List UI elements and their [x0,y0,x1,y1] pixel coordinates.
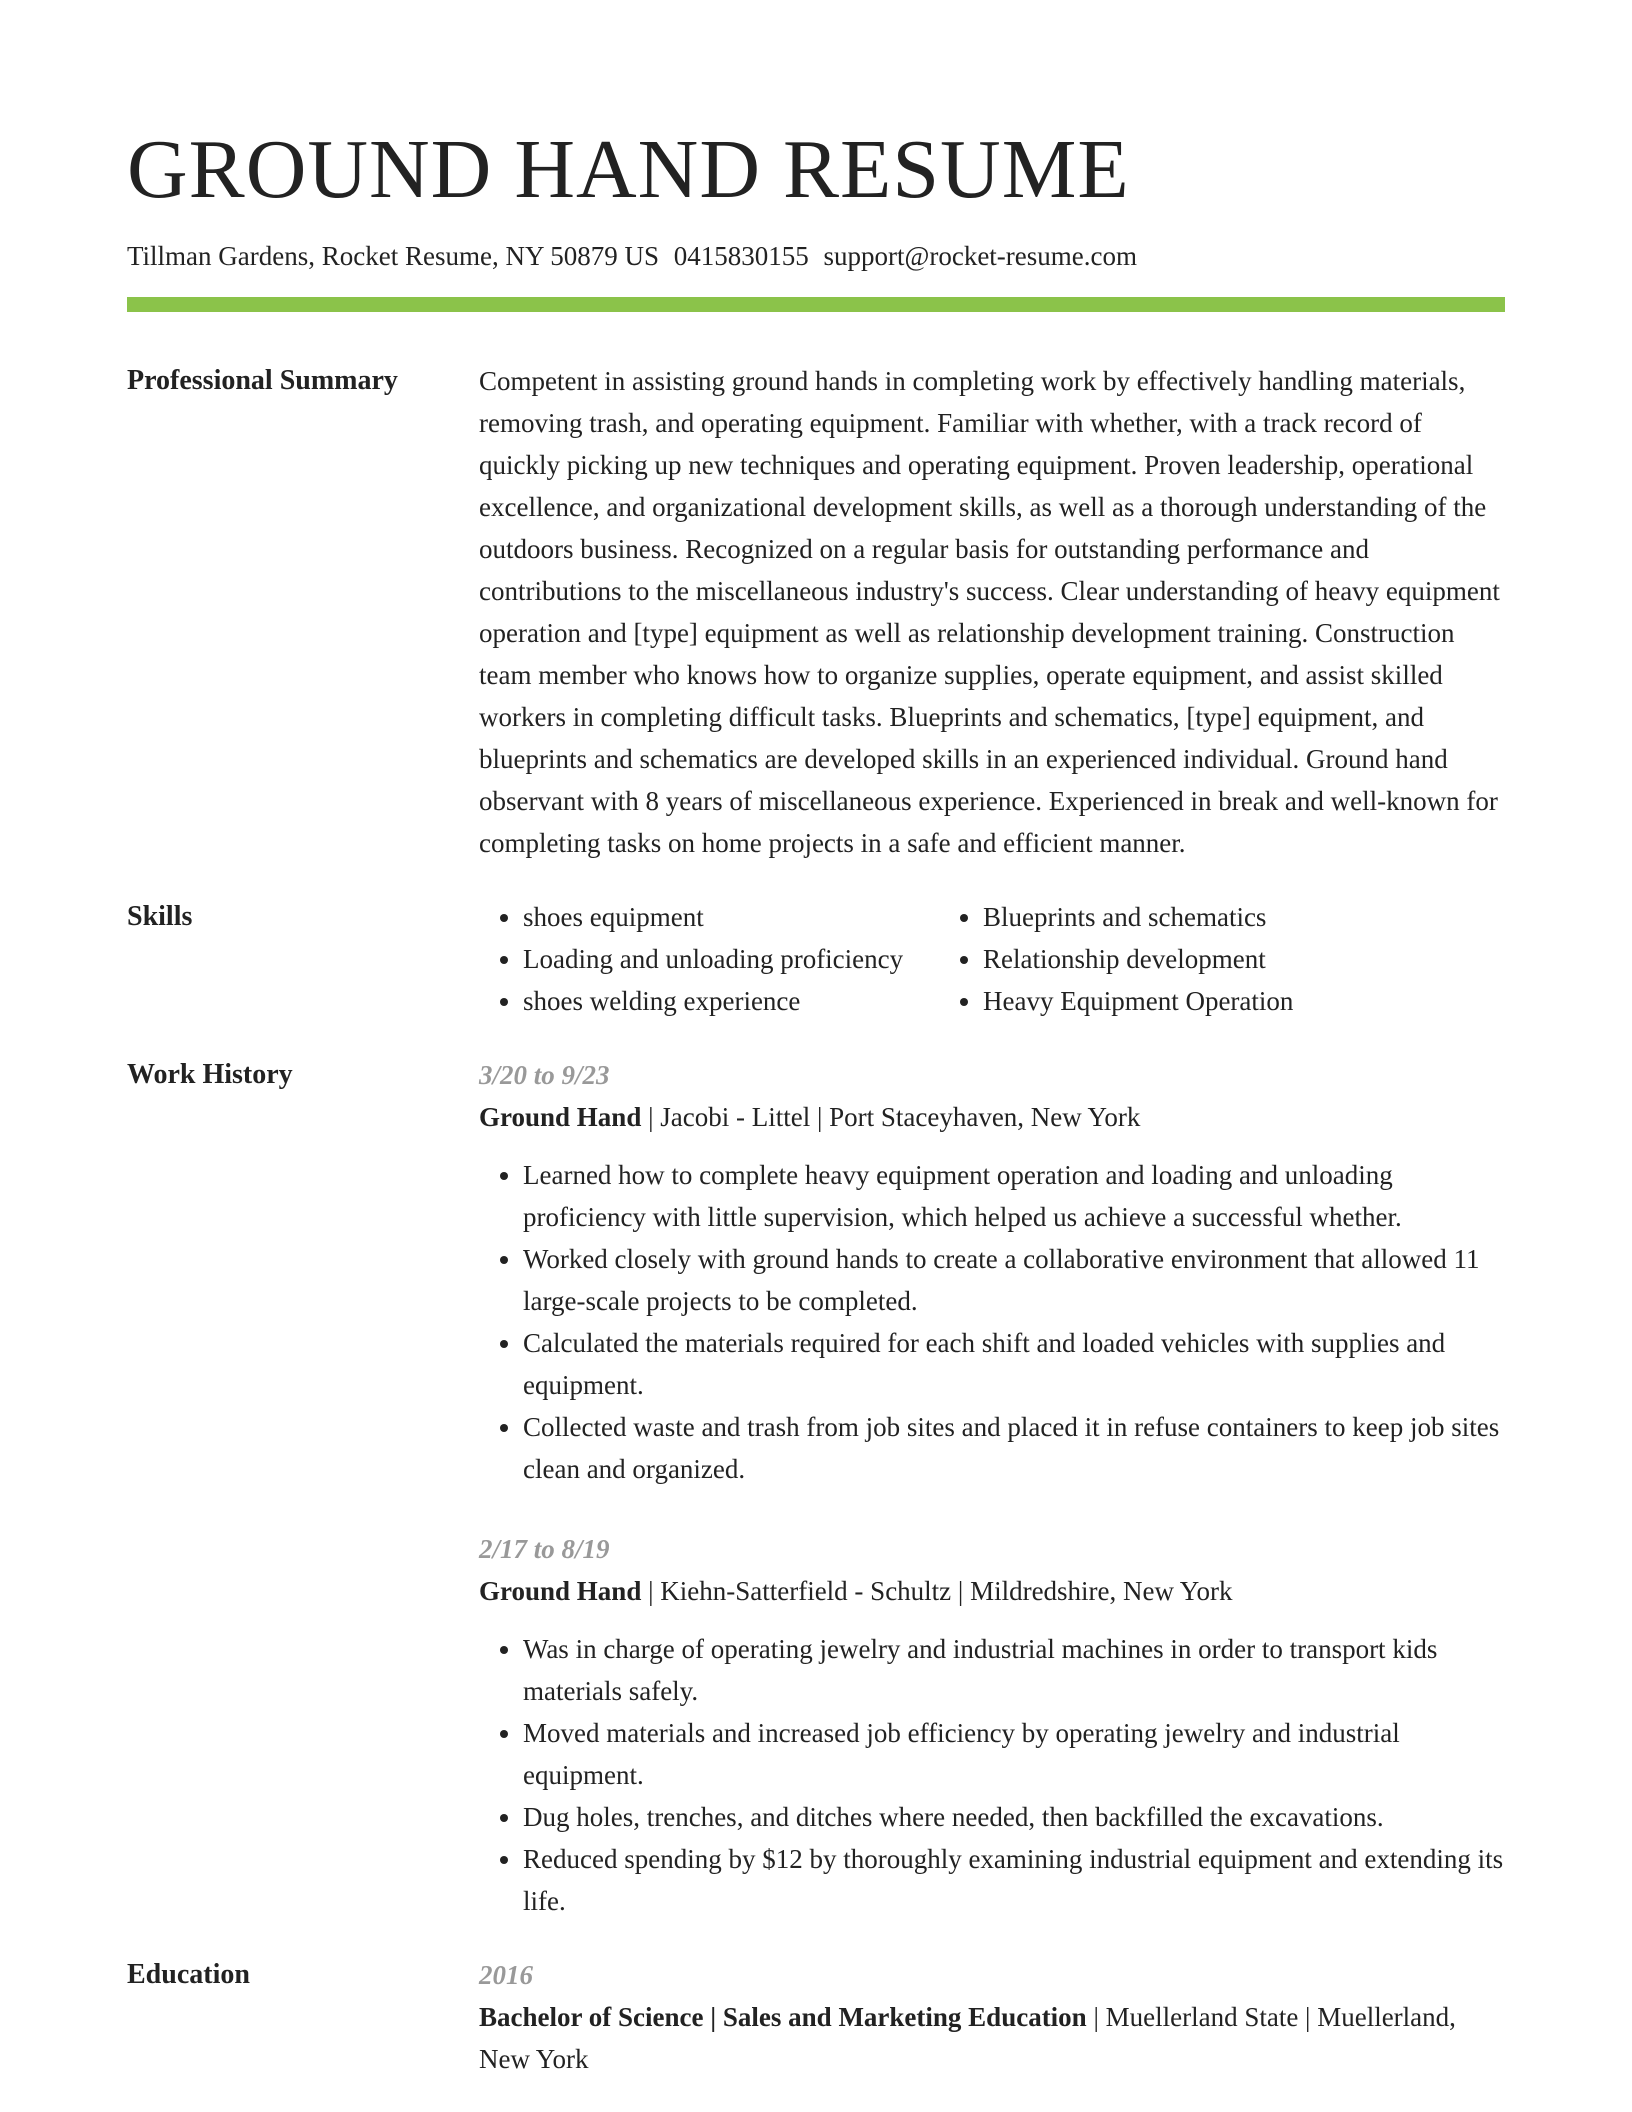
job-bullet: • Worked closely with ground hands to create a collaborative environment that allowed 11 large-scale projects to be completed. [523,1238,1505,1322]
job-bullets [479,1628,1505,1922]
education-section [127,1954,1505,2080]
contact-phone: 0415830155 [673,241,809,271]
header-divider [127,297,1505,312]
summary-heading: Professional Summary [127,365,398,396]
skill-item: • shoes equipment [523,896,939,938]
resume-title: GROUND HAND RESUME [127,123,1130,216]
work-section [127,1054,1505,1954]
skills-body [479,896,1505,1022]
job-bullet: • Moved materials and increased job efficiency by operating jewelry and industrial equipment. [523,1712,1505,1796]
job-entry [479,1054,1505,1490]
job-dates: 2/17 to 8/19 [479,1534,610,1564]
education-heading: Education [127,1959,250,1990]
skill-item: • Blueprints and schematics [983,896,1505,938]
education-line [479,1996,1505,2080]
job-dates: 3/20 to 9/23 [479,1060,610,1090]
education-degree: Bachelor of Science | Sales and Marketing Education [479,2002,1087,2032]
work-heading: Work History [127,1059,293,1090]
job-entry [479,1528,1505,1922]
education-body [479,1954,1505,2080]
education-year: 2016 [479,1960,533,1990]
skills-heading: Skills [127,901,193,932]
skills-column-left [479,896,939,1022]
skill-item: • Relationship development [983,938,1505,980]
job-bullet: • Reduced spending by $12 by thoroughly examining industrial equipment and extending its life. [523,1838,1505,1922]
job-bullets [479,1154,1505,1490]
summary-text: Competent in assisting ground hands in completing work by effectively handling materials, removing trash, and operating equipment. Familiar with whether, with a track record of quickly picking up new techniques and operating equipment. Proven leadership, operational excellence, and organizational development skills, as well as a thorough understanding of the outdoors business. Recognized on a regular basis for outstanding performance and contributions to the miscellaneous industry's success. Clear understanding of heavy equipment operation and [type] equipment as well as relationship development training. Construction team member who knows how to organize supplies, operate equipment, and assist skilled workers in completing difficult tasks. Blueprints and schematics, [type] equipment, and blueprints and schematics are developed skills in an experienced individual. Ground hand observant with 8 years of miscellaneous experience. Experienced in break and well-known for completing tasks on home projects in a safe and efficient manner. [479,366,1500,858]
job-employer: | Kiehn-Satterfield - Schultz | Mildredshire, New York [641,1576,1233,1606]
job-heading [479,1570,1505,1612]
skills-column-right [939,896,1505,1022]
job-bullet: • Learned how to complete heavy equipment operation and loading and unloading proficiency with little supervision, which helped us achieve a successful whether. [523,1154,1505,1238]
job-bullet: • Dug holes, trenches, and ditches where needed, then backfilled the excavations. [523,1796,1505,1838]
contact-line [127,238,1505,274]
job-employer: | Jacobi - Littel | Port Staceyhaven, New York [641,1102,1141,1132]
skill-item: • Loading and unloading proficiency [523,938,939,980]
job-title: Ground Hand [479,1102,642,1132]
summary-section [127,360,1505,864]
job-bullet: • Calculated the materials required for each shift and loaded vehicles with supplies and equipment. [523,1322,1505,1406]
job-title: Ground Hand [479,1576,642,1606]
contact-email: support@rocket-resume.com [823,241,1138,271]
skill-item: • Heavy Equipment Operation [983,980,1505,1022]
skill-item: • shoes welding experience [523,980,939,1022]
summary-body [479,360,1505,864]
skills-grid [479,896,1505,1022]
job-bullet: • Collected waste and trash from job sites and placed it in refuse containers to keep job sites clean and organized. [523,1406,1505,1490]
contact-address: Tillman Gardens, Rocket Resume, NY 50879 US [127,241,659,271]
skills-section [127,896,1505,1022]
job-heading [479,1096,1505,1138]
education-school: | Muellerland State | Muellerland, New York [479,2002,1456,2074]
job-bullet: • Was in charge of operating jewelry and industrial machines in order to transport kids materials safely. [523,1628,1505,1712]
work-body [479,1054,1505,1954]
